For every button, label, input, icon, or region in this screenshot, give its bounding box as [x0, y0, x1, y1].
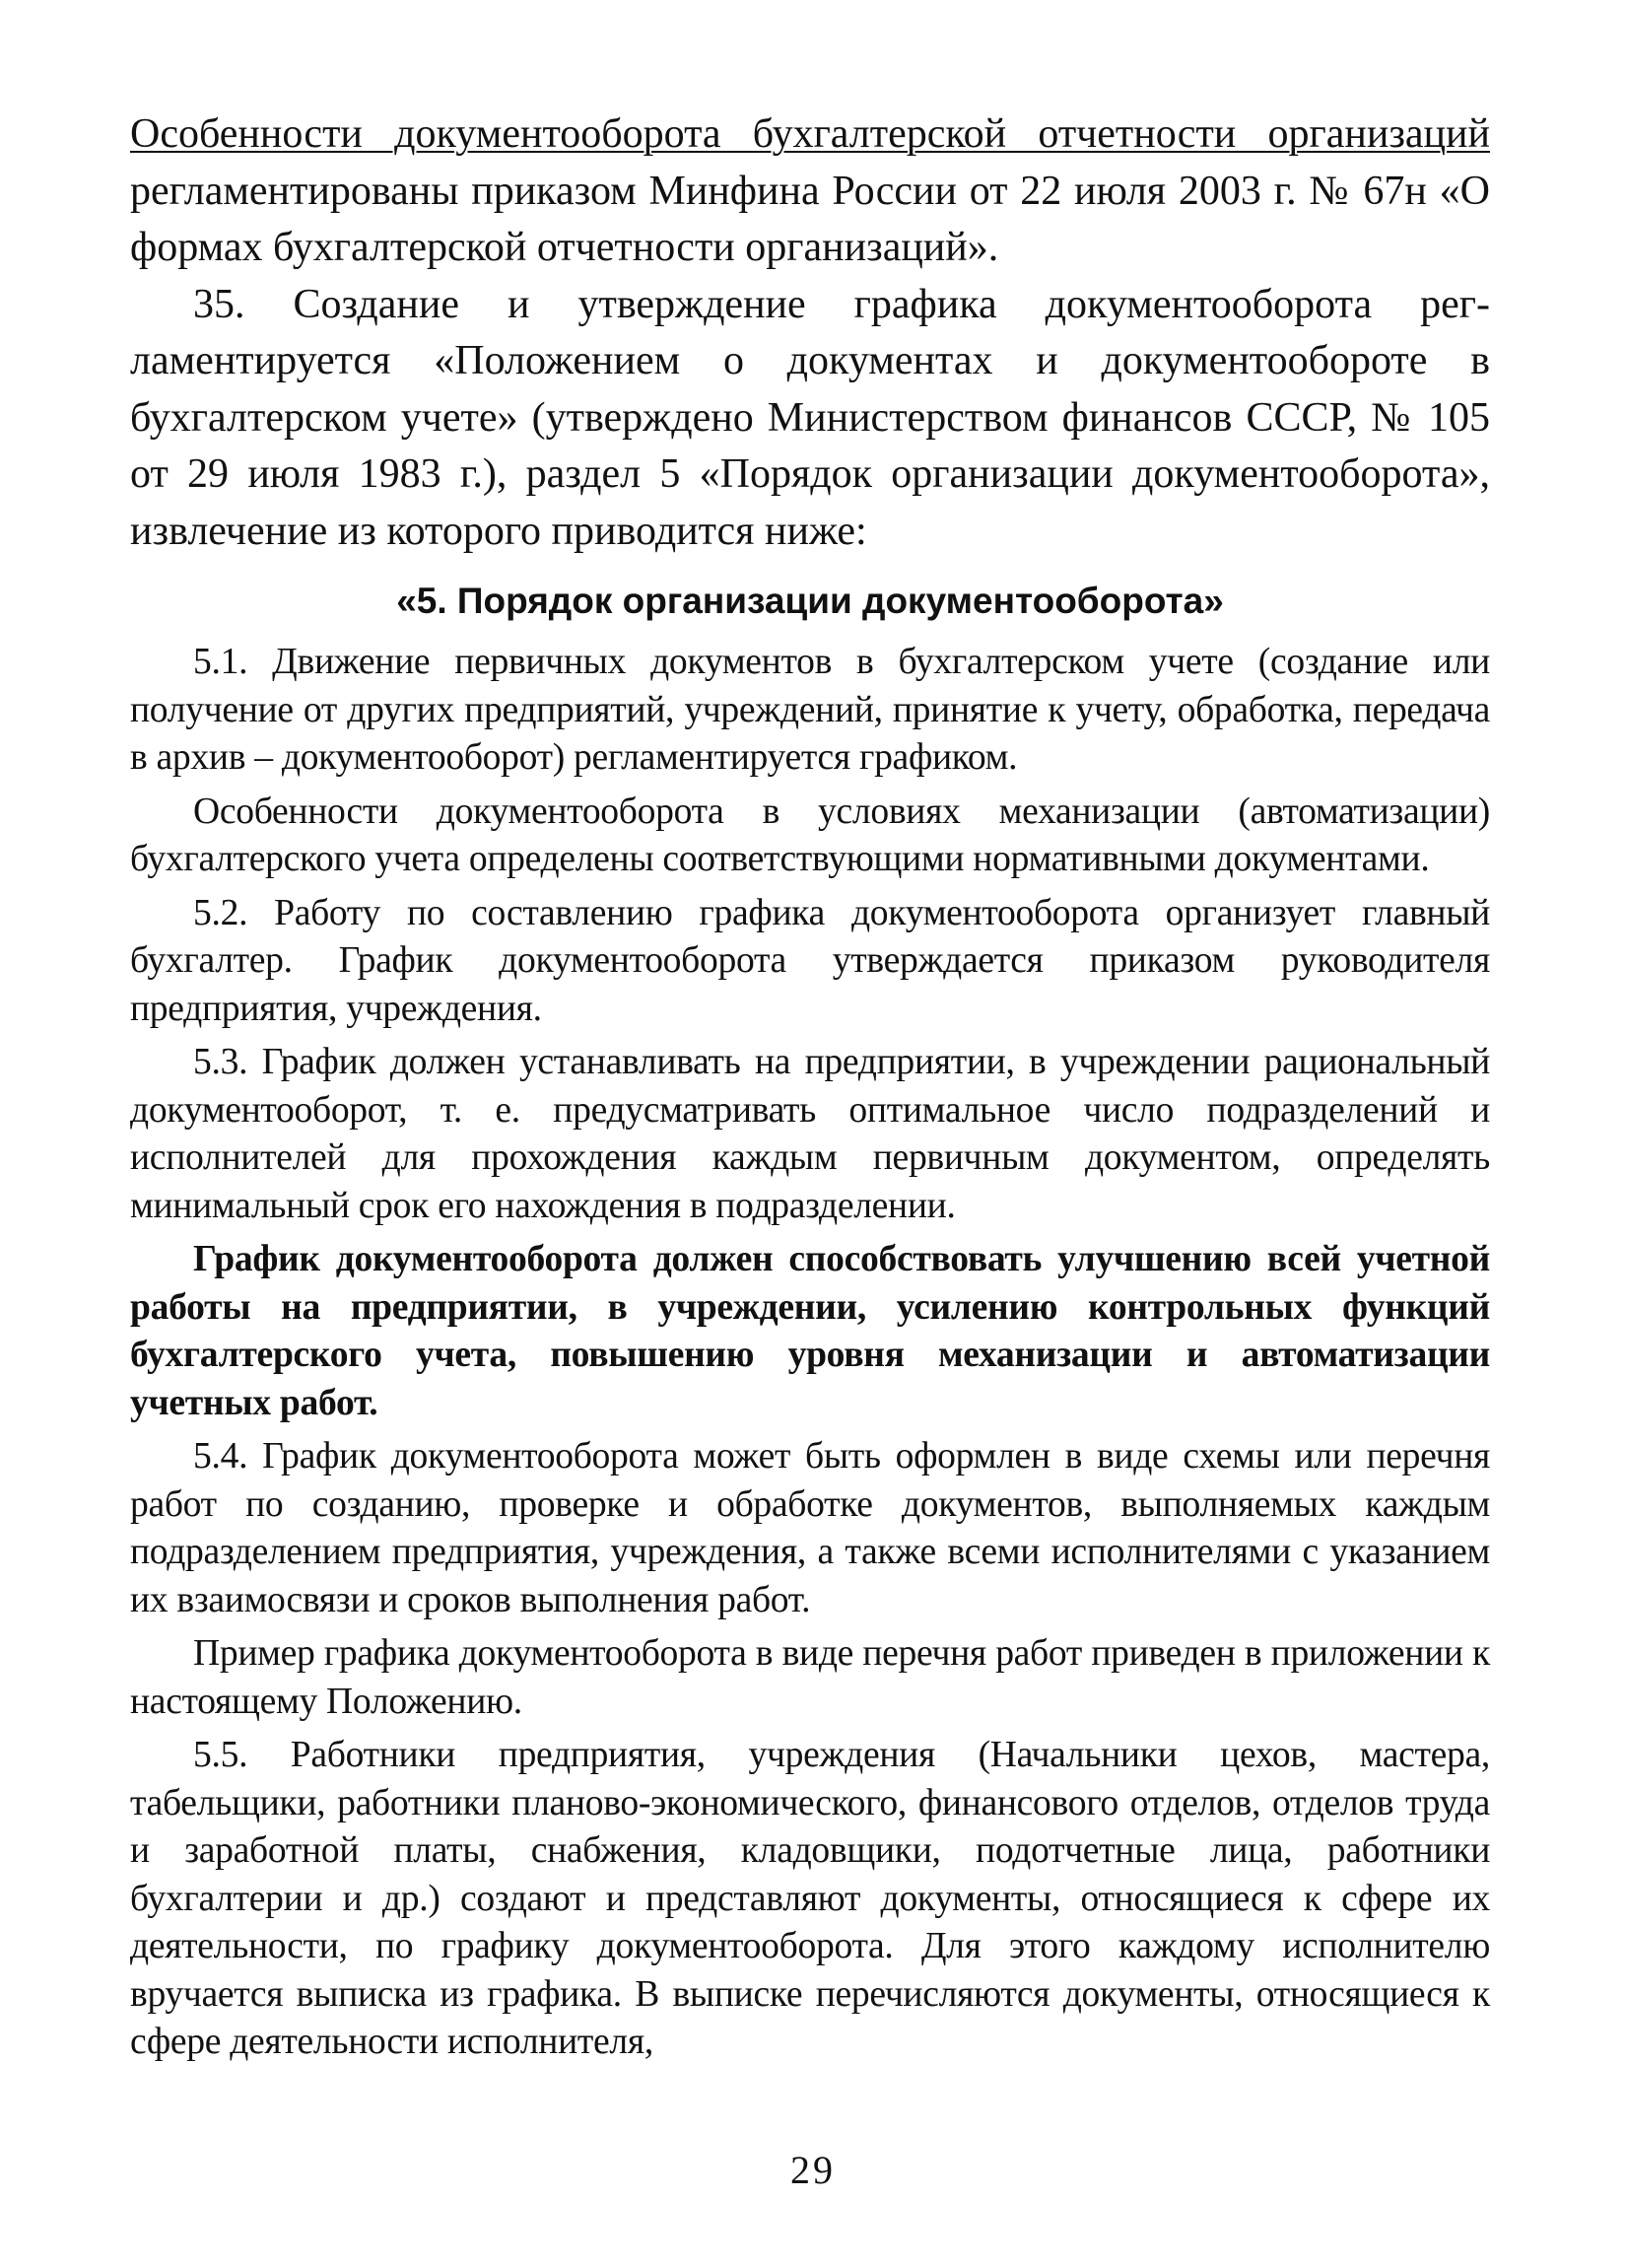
section-heading: «5. Порядок организации документооборота» [396, 581, 1224, 621]
intro-text: регламентированы приказом Минфина России от 22 июля 2003 г. № 67н «О формах бухгалтерской отчетности организаций». [130, 168, 1490, 270]
intro-paragraph [130, 106, 1490, 277]
quote-paragraph-5-1: 5.1. Движение первичных документов в бухгалтерском учете (создание или получение от других предприятий, учреждений, принятие к учету, обработка, передача в архив – документооборот) регламентируется графиком. [130, 642, 1490, 778]
quote-paragraph-5-4: 5.4. График документооборота может быть оформлен в виде схемы или перечня работ по созданию, проверке и обработке документов, выполняемых каждым подразделением предприятия, учреждения, а также всеми исполнителями с указанием их взаимосвязи и сроков выполнения работ. [130, 1436, 1490, 1620]
quote-paragraph-5-3: 5.3. График должен устанавливать на предприятии, в учреждении рациональный документооборот, т. е. предусматривать оптимальное число подразделений и исполнителей для прохождения каждым первичным документом, определять минимальный срок его нахождения в подразделении. [130, 1042, 1490, 1226]
quote-paragraph-example: Пример графика документооборота в виде перечня работ приведен в приложении к настоящему Положению. [130, 1633, 1490, 1722]
intro-underlined-text: Особенности документооборота бухгалтерской отчетности организаций [130, 111, 1490, 157]
quote-paragraph-automation: Особенности документооборота в условиях механизации (автоматизации) бухгалтерского учета определены соответствующими нормативными документами. [130, 790, 1490, 879]
quote-paragraph-5-5: 5.5. Работники предприятия, учреждения (Начальники цехов, мастера, табельщики, работники планово-экономического, финансового отделов, отделов труда и заработной платы, снабжения, кладовщики, подотчетные лица, работники бухгалтерии и др.) создают и представляют документы, относящиеся к сфере их деятельности, по графику документооборота. Для этого каждому исполнителю вручается выписка из графика. В выписке перечисляются документы, относящиеся к сфере деятельности исполнителя, [130, 1735, 1490, 2062]
page-number: 29 [790, 2148, 836, 2192]
quote-paragraph-bold: График документооборота должен способствовать улучшению всей учетной работы на предприятии, в учреждении, усилению контрольных функций бухгалтерского учета, повышению уровня механизации и автоматизации учетных работ. [130, 1239, 1490, 1423]
paragraph-35: 35. Создание и утверждение графика документооборота регламентируется «Положением о документах и документообороте в бухгалтерском учете» (утверждено Министерством финансов СССР, № 105 от 29 июля 1983 г.), раздел 5 «Порядок организации документооборота», извлечение из которого приводится ниже: [130, 281, 1490, 554]
page-body [130, 106, 1490, 2067]
quote-paragraph-5-2: 5.2. Работу по составлению графика документооборота организует главный бухгалтер. График документооборота утверждается приказом руководителя предприятия, учреждения. [130, 892, 1490, 1029]
